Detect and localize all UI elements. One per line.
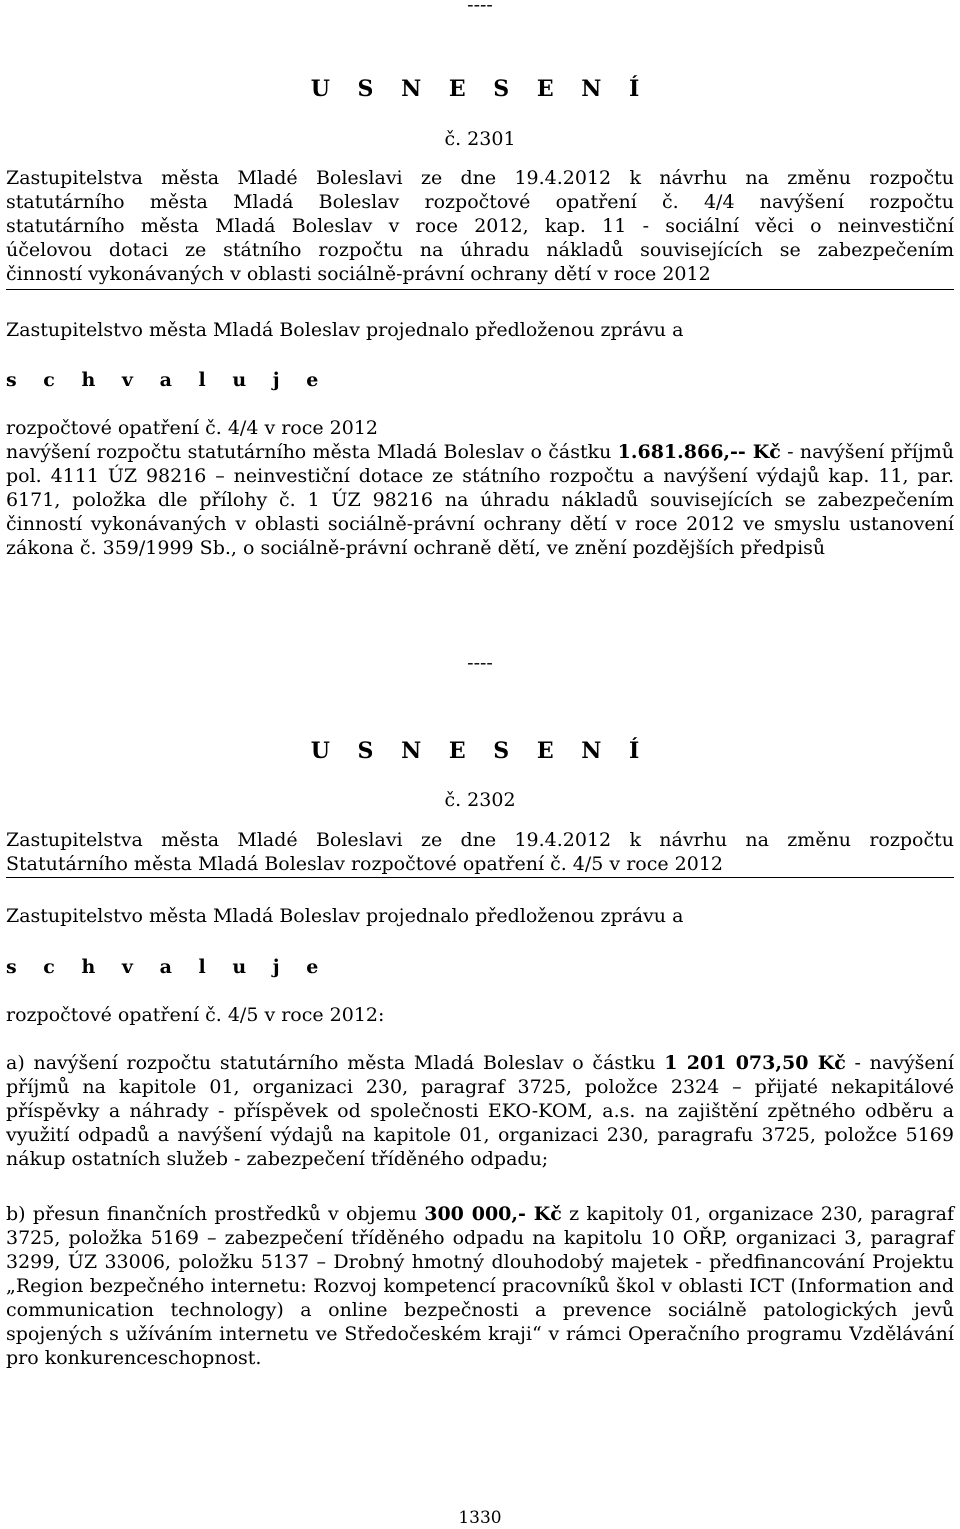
resolution-1-number: č. 2301 [444,128,516,150]
resolution-1-approves: s c h v a l u j e [6,369,329,391]
header-line: Zastupitelstva města Mladé Boleslavi ze dne 19.4.2012 k návrhu na změnu rozpočtu [6,829,954,851]
resolution-1-header [6,166,954,286]
resolution-2-intro: Zastupitelstvo města Mladá Boleslav projednalo předloženou zprávu a [6,905,684,927]
header-line: účelovou dotaci ze státního rozpočtu na úhradu nákladů souvisejících se zabezpečením [6,239,954,261]
header-line: statutárního města Mladá Boleslav v roce 2012, kap. 11 - sociální věci o neinvestiční [6,215,954,237]
header-rule [6,289,954,290]
header-line: Zastupitelstva města Mladé Boleslavi ze dne 19.4.2012 k návrhu na změnu rozpočtu [6,167,954,189]
resolution-2-item-a: a) navýšení rozpočtu statutárního města Mladá Boleslav o částku 1 201 073,50 Kč - navýšení příjmů na kapitole 01, organizaci 230, paragraf 3725, položce 2324 – přijaté nekapitálové příspěvky a náhrady - příspěvek od společnosti EKO-KOM, a.s. na zajištění zpětného odběru a využití odpadů a navýšení výdajů na kapitole 01, organizaci 230, paragrafu 3725, položce 5169 nákup ostatních služeb - zabezpečení tříděného odpadu; [6,1052,954,1170]
item-a-amount: 1 201 073,50 Kč [664,1052,846,1074]
resolution-2-item-b: b) přesun finančních prostředků v objemu 300 000,- Kč z kapitoly 01, organizace 230, paragraf 3725, položka 5169 – zabezpečení tříděného odpadu na kapitolu 10 OŘP, organizaci 3, paragraf 3299, ÚZ 33006, položku 5137 – Drobný hmotný dlouhodobý majetek - předfinancování Projektu „Region bezpečného internetu: Rozvoj kompetencí pracovníků škol v oblasti ICT (Information and communication technology) a online bezpečnosti a prevence sociálně patologických jevů spojených s užíváním internetu ve Středočeském kraji“ v rámci Operačního programu Vzdělávání pro konkurenceschopnost. [6,1203,954,1369]
header-line: Statutárního města Mladá Boleslav rozpočtové opatření č. 4/5 v roce 2012 [6,853,723,875]
resolution-2-measure: rozpočtové opatření č. 4/5 v roce 2012: [6,1004,385,1026]
resolution-2-title: U S N E S E N Í [310,738,650,764]
top-separator: ---- [467,0,493,16]
resolution-1-body: navýšení rozpočtu statutárního města Mladá Boleslav o částku 1.681.866,-- Kč - navýšení příjmů pol. 4111 ÚZ 98216 – neinvestiční dotace ze státního rozpočtu a navýšení výdajů kap. 11, par. 6171, položka dle přílohy č. 1 ÚZ 98216 na úhradu nákladů souvisejících se zabezpečením činností vykonávaných v oblasti sociálně-právní ochrany dětí v roce 2012 ve smyslu ustanovení zákona č. 359/1999 Sb., o sociálně-právní ochraně dětí, ve znění pozdějších předpisů [6,441,954,559]
resolution-1-measure: rozpočtové opatření č. 4/4 v roce 2012 [6,417,379,439]
resolution-2-header [6,828,954,876]
resolution-2-approves: s c h v a l u j e [6,956,329,978]
mid-separator: ---- [467,652,493,674]
header-line: činností vykonávaných v oblasti sociálně-právní ochrany dětí v roce 2012 [6,263,711,285]
item-b-amount: 300 000,- Kč [424,1203,562,1225]
resolution-1-intro: Zastupitelstvo města Mladá Boleslav projednalo předloženou zprávu a [6,319,684,341]
page-number: 1330 [458,1508,502,1528]
header-line: statutárního města Mladá Boleslav rozpočtové opatření č. 4/4 navýšení rozpočtu [6,191,954,213]
resolution-2-number: č. 2302 [444,789,516,811]
header-rule [6,877,954,878]
resolution-1-title: U S N E S E N Í [310,76,650,102]
resolution-1-amount: 1.681.866,-- Kč [617,441,781,463]
